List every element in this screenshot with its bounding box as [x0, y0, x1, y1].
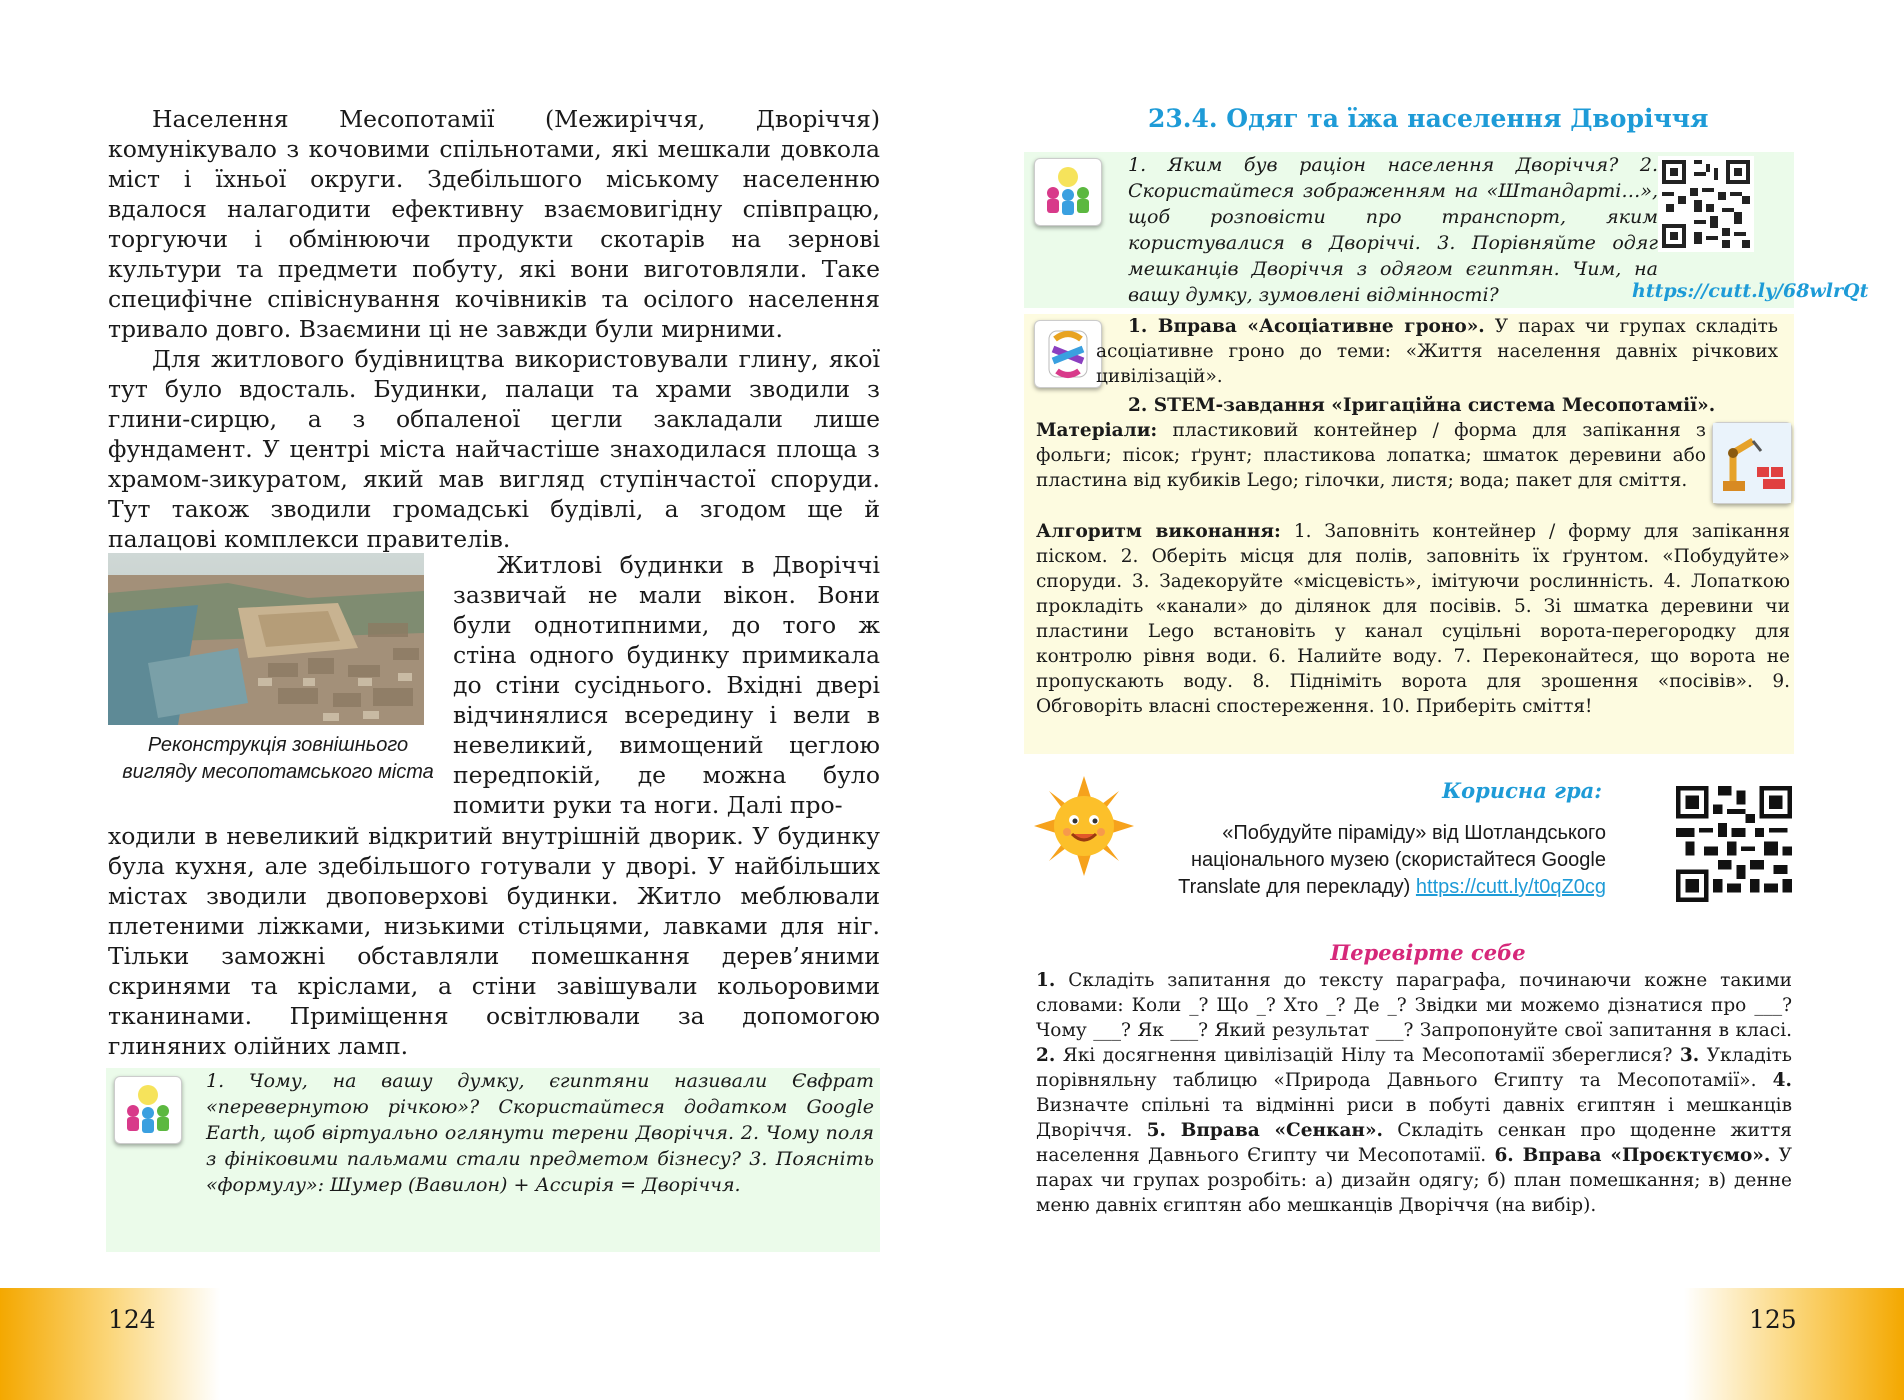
check-2-text: Які досягнення цивілізацій Нілу та Месопотамії збереглися? [1062, 1045, 1673, 1066]
right-page [952, 0, 1904, 1400]
qr-link-1[interactable]: https://cutt.ly/68wlrQt [1632, 280, 1869, 302]
useful-game-title: Корисна гра: [1442, 778, 1602, 803]
photo-caption: Реконструкція зовнішнього вигляду месопотамського міста [122, 734, 434, 783]
paragraph-nomads: Населення Месопотамії (Межиріччя, Дворіччя) комунікувало з кочовими спільнотами, які мешкали довкола міст і їхньої округи. Здебільшого міському населенню вдалося налагодити ефективну взаємовигідну співпрацю, торгуючи і обмінюючи продукти скотарів на зернові культури та предмети побуту, які вони виготовляли. Таке специфічне співіснування кочівників та осілого населення тривало довго. Взаємини ці не завжди були мирними. [108, 105, 880, 343]
paragraph-construction: Для житлового будівництва використовували глину, якої тут було вдосталь. Будинки, палаци та храми зводили з глини-сирцю, а з обпаленої цегли закладали лише фундамент. У центрі міста найчастіше знаходилася площа з храмом-зикуратом, який мав вигляд ступінчастої споруди. Тут також зводили громадські будівлі, а згодом ще й палацові комплекси правителів. [108, 345, 880, 553]
qr-code-game-icon [1676, 786, 1792, 902]
page-number-left: 124 [108, 1305, 156, 1334]
stem-task-title [1128, 393, 1778, 418]
paragraph-houses-cont: ходили в невеликий відкритий внутрішній дворик. У будинку була кухня, але здебільшого готували у дворі. У найбільших містах зводили двоповерхові будинки. Житло меблювали плетеними ліжками, низькими стільцями, лавками для ніг. Тільки заможні обставляли помешкання дерев’яними скринями та кріслами, а стіни завішували кольоровими тканинами. Приміщення освітлювали за допомогою глиняних олійних ламп. [108, 822, 880, 1060]
task-questions-right: 1. Яким був раціон населення Дворіччя? 2. Скористайтеся зображенням на «Штандарті…», щоб розповісти про транспорт, яким користувалися в Дворіччі. 3. Порівняйте одяг мешканців Дворіччя з одягом єгиптян. Чим, на вашу думку, зумовлені відмінності? [1128, 154, 1658, 306]
group-discussion-icon [1034, 158, 1102, 226]
materials-text: пластиковий контейнер / форма для запікання з фольги; пісок; ґрунт; пластикова лопатка; шматок деревини або пластина від кубиків Lego; гілочки, листя; вода; пакет для сміття. [1036, 420, 1706, 491]
useful-game-text [1162, 820, 1606, 901]
sun-icon [1034, 776, 1134, 876]
page-number-right: 125 [1749, 1305, 1797, 1334]
task-box-left [106, 1068, 880, 1252]
task-box-right [1024, 152, 1869, 308]
exercise-box [1024, 314, 1794, 754]
check-3-num: 3. [1679, 1045, 1700, 1066]
check-6-text: У парах чи групах розробіть: а) дизайн одягу; б) план помешкання; в) денне меню давніх єгиптян або мешканців Дворіччя (на вибір). [1036, 1145, 1792, 1216]
paragraph-houses: Житлові будинки в Дворіччі зазвичай не мали вікон. Вони були однотипними, до того ж стіна одного будинку примикала до стіни сусіднього. Вхідні двері відчинялися всередину і вели в невеликий, вимощений цеглою передпокій, де можна було помити руки та ноги. Далі про- [453, 551, 880, 819]
task-questions-left: 1. Чому, на вашу думку, єгиптяни називали Євфрат «перевернутою річкою»? Скористайтеся додатком Google Earth, щоб віртуально оглянути терени Дворіччя. 2. Чому поля з фініковими пальмами стали предметом бізнесу? 3. Поясніть «формулу»: Шумер (Вавилон) + Ассирія = Дворіччя. [206, 1070, 874, 1196]
paragraph-houses-wrap [453, 550, 880, 820]
city-reconstruction-photo [108, 553, 424, 725]
exercise-1-text: У парах чи групах складіть асоціативне гроно до теми: «Життя населення давніх річкових цивілізацій». [1096, 316, 1778, 387]
game-description: «Побудуйте піраміду» від Шотландського національного музею (скористайтеся Google Translate для перекладу) [1178, 822, 1606, 898]
check-4-num: 4. [1772, 1070, 1792, 1091]
check-4-text: Визначте спільні та відмінні риси в побуті давніх єгиптян і мешканців Дворіччя. [1036, 1095, 1792, 1141]
check-1-text: Складіть запитання до тексту параграфа, починаючи кожне такими словами: Коли _? Що _? Хто _? Де _? Звідки ми можемо дізнатися про ___? Чому ___? Як ___? Який результат ___? Запропонуйте свої запитання в класі. [1036, 970, 1792, 1041]
check-6-title: 6. Вправа «Проєктуємо». [1494, 1145, 1771, 1166]
exercise-1-title: 1. Вправа «Асоціативне гроно». [1128, 316, 1485, 337]
stem-title: 2. STEM-завдання «Іригаційна система Месопотамії». [1128, 395, 1716, 416]
check-5-title: 5. Вправа «Сенкан». [1146, 1120, 1383, 1141]
check-yourself-title: Перевірте себе [1330, 940, 1526, 965]
qr-code-icon [1658, 156, 1754, 252]
check-1-num: 1. [1036, 970, 1056, 991]
materials-paragraph [1036, 418, 1706, 493]
check-3-text: Укладіть порівняльну таблицю «Природа Давнього Єгипту та Месопотамії». [1036, 1045, 1792, 1091]
robot-arm-icon [1712, 422, 1792, 504]
check-5-text: Складіть сенкан про щоденне життя населення Давнього Єгипту чи Месопотамії. [1036, 1120, 1792, 1166]
group-discussion-icon [114, 1076, 182, 1144]
teamwork-icon [1034, 320, 1102, 388]
exercise-associative [1096, 314, 1778, 389]
algorithm-text: 1. Заповніть контейнер / форму для запікання піском. 2. Оберіть місця для полів, заповніть їх ґрунтом. «Побудуйте» споруди. 3. Задекоруйте «місцевість», імітуючи рослинність. 4. Лопаткою прокладіть «канали» до ділянок для посівів. 5. Зі шматка деревини чи пластини Lego встановіть у канал суцільні ворота-перегородку для контролю рівня води. 6. Налийте воду. 7. Переконайтеся, що ворота не пропускають воду. 8. Підніміть ворота для зрошення «посівів». 9. Обговоріть власні спостереження. 10. Приберіть сміття! [1036, 521, 1790, 717]
materials-label: Матеріали: [1036, 420, 1158, 441]
game-link[interactable]: https://cutt.ly/t0qZ0cg [1415, 876, 1606, 898]
section-title: 23.4. Одяг та їжа населення Дворіччя [1148, 104, 1709, 133]
check-2-num: 2. [1036, 1045, 1056, 1066]
algorithm-label: Алгоритм виконання: [1036, 521, 1281, 542]
check-yourself-text [1036, 968, 1792, 1218]
algorithm-paragraph [1036, 519, 1790, 719]
